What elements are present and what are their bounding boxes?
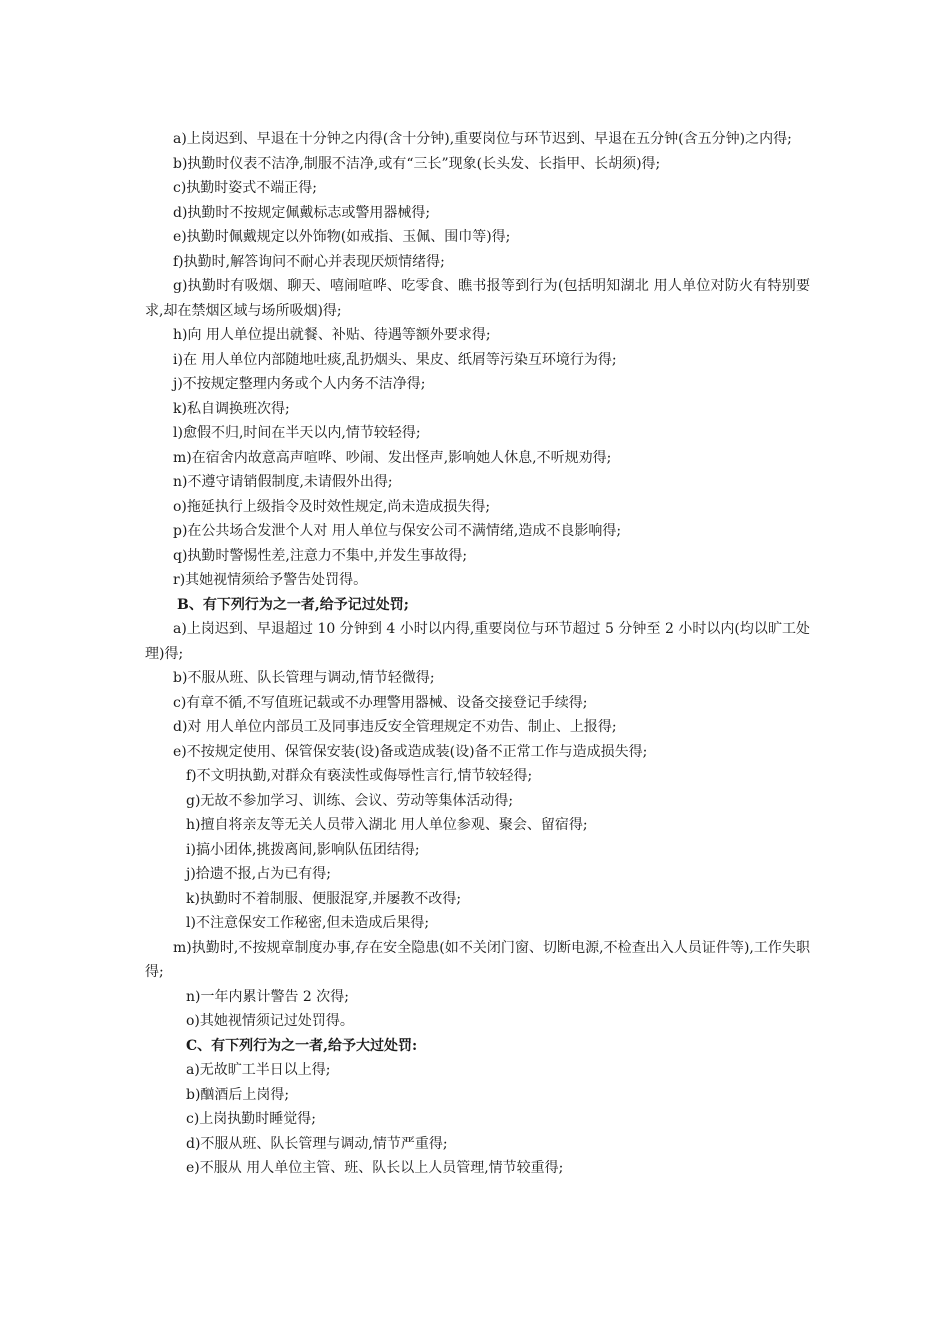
list-item-a-f: f)执勤时,解答询问不耐心并表现厌烦情绪得; [173, 253, 445, 270]
list-item-c-e: e)不服从 用人单位主管、班、队长以上人员管理,情节较重得; [186, 1160, 564, 1176]
list-item-a-g: g)执勤时有吸烟、聊天、嘻闹喧哗、吃零食、瞧书报等到行为(包括明知湖北 用人单位对防火有特别要求,却在禁烟区域与场所吸烟)得; [145, 278, 810, 319]
list-item-a-b: b)执勤时仪表不洁净,制服不洁净,或有“三长”现象(长头发、长指甲、长胡须)得; [173, 155, 661, 172]
list-item-b-j: j)拾遗不报,占为已有得; [186, 866, 331, 882]
list-item-a-q: q)执勤时警惕性差,注意力不集中,并发生事故得; [173, 547, 468, 564]
list-item-b-b: b)不服从班、队长管理与调动,情节轻微得; [173, 670, 435, 686]
list-item-a-h: h)向 用人单位提出就餐、补贴、待遇等额外要求得; [173, 327, 491, 343]
list-item-a-p: p)在公共场合发泄个人对 用人单位与保安公司不满情绪,造成不良影响得; [173, 523, 622, 539]
list-item-a-n: n)不遵守请销假制度,未请假外出得; [173, 474, 393, 490]
list-item-a-k: k)私自调换班次得; [173, 400, 290, 417]
section-b-heading: B、有下列行为之一者,给予记过处罚; [177, 596, 409, 613]
list-item-b-c: c)有章不循,不写值班记载或不办理警用器械、设备交接登记手续得; [173, 694, 588, 711]
list-item-a-d: d)执勤时不按规定佩戴标志或警用器械得; [173, 204, 431, 221]
list-item-a-c: c)执勤时姿式不端正得; [173, 180, 318, 196]
document-body [145, 127, 810, 1181]
section-c-heading: C、有下列行为之一者,给予大过处罚: [186, 1037, 418, 1054]
list-item-a-i: i)在 用人单位内部随地吐痰,乱扔烟头、果皮、纸屑等污染互环境行为得; [173, 351, 617, 368]
list-item-b-h: h)擅自将亲友等无关人员带入湖北 用人单位参观、聚会、留宿得; [186, 817, 588, 833]
list-item-b-m: m)执勤时,不按规章制度办事,存在安全隐患(如不关闭门窗、切断电源,不检查出入人员证件等),工作失职得; [145, 939, 810, 980]
list-item-a-m: m)在宿舍内故意高声喧哗、吵闹、发出怪声,影响她人休息,不听规劝得; [173, 449, 612, 466]
list-item-b-a: a)上岗迟到、早退超过 10 分钟到 4 小时以内得,重要岗位与环节超过 5 分钟至 2 小时以内(均以旷工处理)得; [145, 621, 810, 662]
list-item-a-l: l)愈假不归,时间在半天以内,情节较轻得; [173, 425, 421, 441]
list-item-c-d: d)不服从班、队长管理与调动,情节严重得; [186, 1135, 448, 1152]
list-item-b-k: k)执勤时不着制服、便服混穿,并屡教不改得; [186, 890, 462, 907]
list-item-a-o: o)拖延执行上级指令及时效性规定,尚未造成损失得; [173, 498, 491, 515]
list-item-a-e: e)执勤时佩戴规定以外饰物(如戒指、玉佩、围巾等)得; [173, 229, 511, 245]
list-item-b-i: i)搞小团体,挑拨离间,影响队伍团结得; [186, 841, 420, 858]
list-item-a-r: r)其她视情须给予警告处罚得。 [173, 572, 368, 588]
list-item-b-e: e)不按规定使用、保管保安装(设)备或造成装(设)备不正常工作与造成损失得; [173, 743, 648, 760]
list-item-c-a: a)无故旷工半日以上得; [186, 1062, 331, 1078]
list-item-c-c: c)上岗执勤时睡觉得; [186, 1111, 317, 1127]
list-item-b-f: f)不文明执勤,对群众有亵渎性或侮辱性言行,情节较轻得; [186, 768, 533, 784]
list-item-a-a: a)上岗迟到、早退在十分钟之内得(含十分钟),重要岗位与环节迟到、早退在五分钟(含五分钟)之内得; [173, 131, 792, 147]
list-item-b-d: d)对 用人单位内部员工及同事违反安全管理规定不劝告、制止、上报得; [173, 719, 617, 735]
list-item-c-b: b)酗酒后上岗得; [186, 1086, 290, 1103]
list-item-b-l: l)不注意保安工作秘密,但未造成后果得; [186, 915, 430, 931]
list-item-b-o: o)其她视情须记过处罚得。 [186, 1013, 354, 1029]
list-item-a-j: j)不按规定整理内务或个人内务不洁净得; [173, 376, 426, 392]
list-item-b-n: n)一年内累计警告 2 次得; [186, 988, 350, 1005]
list-item-b-g: g)无故不参加学习、训练、会议、劳动等集体活动得; [186, 792, 514, 809]
